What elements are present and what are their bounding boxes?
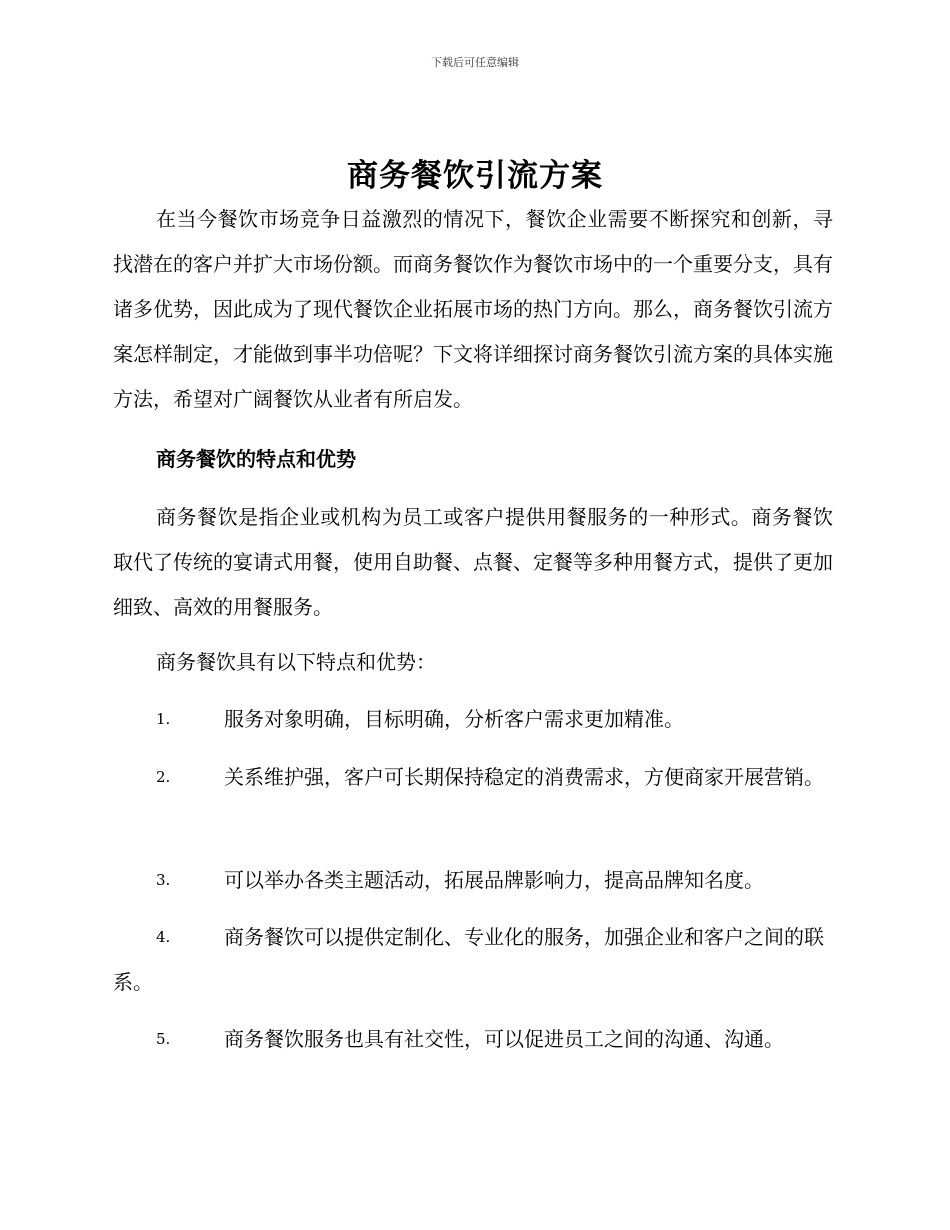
- list-item: [113, 858, 833, 903]
- list-item: [113, 697, 833, 742]
- section-heading: 商务餐饮的特点和优势: [156, 447, 356, 471]
- list-item: [113, 915, 833, 1005]
- list-item-number: 3.: [156, 871, 171, 889]
- list-intro: 商务餐饮具有以下特点和优势：: [156, 650, 436, 674]
- list-item-number: 5.: [156, 1030, 171, 1048]
- list-item: [113, 1017, 833, 1062]
- document-title: 商务餐饮引流方案: [347, 158, 603, 194]
- list-item-text: 商务餐饮服务也具有社交性，可以促进员工之间的沟通、沟通。: [224, 1027, 784, 1051]
- header-note: 下载后可任意编辑: [431, 56, 519, 69]
- section-paragraph: 商务餐饮是指企业或机构为员工或客户提供用餐服务的一种形式。商务餐饮取代了传统的宴请式用餐，使用自助餐、点餐、定餐等多种用餐方式，提供了更加细致、高效的用餐服务。: [113, 505, 833, 619]
- list-item-text: 商务餐饮可以提供定制化、专业化的服务，加强企业和客户之间的联系。: [113, 925, 824, 994]
- intro-paragraph: 在当今餐饮市场竞争日益激烈的情况下，餐饮企业需要不断探究和创新，寻找潜在的客户并扩大市场份额。而商务餐饮作为餐饮市场中的一个重要分支，具有诸多优势，因此成为了现代餐饮企业拓展市场的热门方向。那么，商务餐饮引流方案怎样制定，才能做到事半功倍呢？下文将详细探讨商务餐饮引流方案的具体实施方法，希望对广阔餐饮从业者有所启发。: [113, 207, 833, 411]
- list-item-text: 可以举办各类主题活动，拓展品牌影响力，提高品牌知名度。: [224, 868, 764, 892]
- list-item-number: 4.: [156, 928, 171, 946]
- list-item-text: 服务对象明确，目标明确，分析客户需求更加精准。: [224, 707, 684, 731]
- list-item-text: 关系维护强，客户可长期保持稳定的消费需求，方便商家开展营销。: [224, 765, 824, 789]
- list-item-number: 1.: [156, 710, 171, 728]
- list-item-number: 2.: [156, 768, 171, 786]
- list-item: [113, 755, 833, 800]
